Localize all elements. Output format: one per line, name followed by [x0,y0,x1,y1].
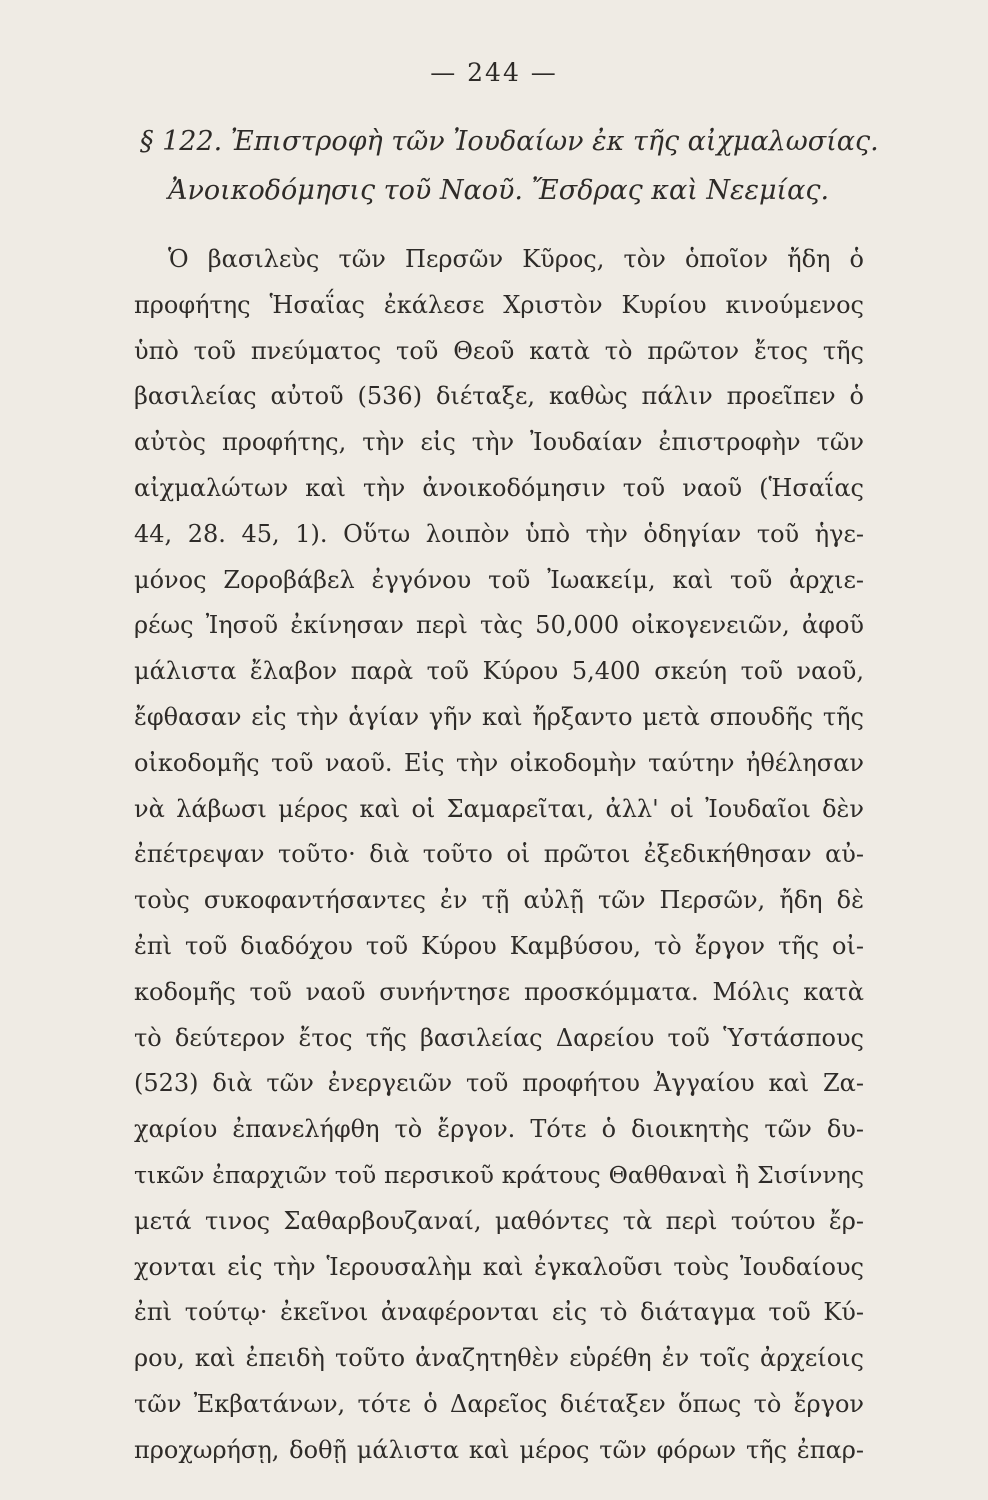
text-line: ἐπέτρεψαν τοῦτο· διὰ τοῦτο οἱ πρῶτοι ἐξεδικήθησαν αὐ- [134,840,864,869]
text-line: προχωρήσῃ, δοθῇ μάλιστα καὶ μέρος τῶν φόρων τῆς ἐπαρ- [134,1435,864,1464]
text-line: τῶν Ἐκβατάνων, τότε ὁ Δαρεῖος διέταξεν ὅπως τὸ ἔργον [134,1389,864,1418]
text-line: αἰχμαλώτων καὶ τὴν ἀνοικοδόμησιν τοῦ ναοῦ (Ἡσαΐας [134,473,864,502]
text-line: (523) διὰ τῶν ἐνεργειῶν τοῦ προφήτου Ἀγγαίου καὶ Ζα- [134,1069,864,1098]
text-line: τικῶν ἐπαρχιῶν τοῦ περσικοῦ κράτους Θαθθαναὶ ἢ Σισίννης [134,1160,864,1189]
text-line: μόνος Ζοροβάβελ ἐγγόνου τοῦ Ἰωακείμ, καὶ τοῦ ἀρχιε- [134,565,864,594]
text-line: τοὺς συκοφαντήσαντες ἐν τῇ αὐλῇ τῶν Περσῶν, ἤδη δὲ [134,886,864,915]
text-line: βασιλείας αὐτοῦ (536) διέταξε, καθὼς πάλιν προεῖπεν ὁ [134,382,864,411]
text-line: ρέως Ἰησοῦ ἐκίνησαν περὶ τὰς 50,000 οἰκογενειῶν, ἀφοῦ [134,611,864,640]
text-line: προφήτης Ἡσαΐας ἐκάλεσε Χριστὸν Κυρίου κινούμενος [134,290,864,319]
text-line: 44, 28. 45, 1). Οὕτω λοιπὸν ὑπὸ τὴν ὁδηγίαν τοῦ ἡγε- [134,519,864,548]
text-line: μάλιστα ἔλαβον παρὰ τοῦ Κύρου 5,400 σκεύη τοῦ ναοῦ, [134,657,864,686]
text-line: μετά τινος Σαθαρβουζαναί, μαθόντες τὰ περὶ τούτου ἔρ- [134,1206,864,1235]
text-line: χονται εἰς τὴν Ἱερουσαλὴμ καὶ ἐγκαλοῦσι τοὺς Ἰουδαίους [134,1252,864,1281]
body-paragraph [134,237,864,1474]
text-line: κοδομῆς τοῦ ναοῦ συνήντησε προσκόμματα. Μόλις κατὰ [134,977,864,1006]
text-line: ἐπὶ τούτῳ· ἐκεῖνοι ἀναφέρονται εἰς τὸ διάταγμα τοῦ Κύ- [134,1298,864,1327]
text-line: τὸ δεύτερον ἔτος τῆς βασιλείας Δαρείου τοῦ Ὑστάσπους [134,1023,864,1052]
text-line: χαρίου ἐπανελήφθη τὸ ἔργον. Τότε ὁ διοικητὴς τῶν δυ- [134,1115,864,1144]
text-line: ἐπὶ τοῦ διαδόχου τοῦ Κύρου Καμβύσου, τὸ ἔργον τῆς οἰ- [134,931,864,960]
page-number: — 244 — [430,58,558,87]
text-line: νὰ λάβωσι μέρος καὶ οἱ Σαμαρεῖται, ἀλλ' οἱ Ἰουδαῖοι δὲν [134,794,864,823]
text-line: ρου, καὶ ἐπειδὴ τοῦτο ἀναζητηθὲν εὑρέθη ἐν τοῖς ἀρχείοις [134,1344,864,1373]
text-line: οἰκοδομῆς τοῦ ναοῦ. Εἰς τὴν οἰκοδομὴν ταύτην ἠθέλησαν [134,748,864,777]
text-line: ὑπὸ τοῦ πνεύματος τοῦ Θεοῦ κατὰ τὸ πρῶτον ἔτος τῆς [134,336,864,365]
section-heading-line-2: Ἀνοικοδόμησις τοῦ Ναοῦ. Ἔσδρας καὶ Νεεμίας. [168,175,830,206]
text-line: αὐτὸς προφήτης, τὴν εἰς τὴν Ἰουδαίαν ἐπιστροφὴν τῶν [134,428,864,457]
text-line: Ὁ βασιλεὺς τῶν Περσῶν Κῦρος, τὸν ὁποῖον ἤδη ὁ [168,245,864,273]
section-heading-line-1: § 122. Ἐπιστροφὴ τῶν Ἰουδαίων ἐκ τῆς αἰχμαλωσίας. [140,126,879,157]
text-line: ἔφθασαν εἰς τὴν ἁγίαν γῆν καὶ ἤρξαντο μετὰ σπουδῆς τῆς [134,702,864,731]
